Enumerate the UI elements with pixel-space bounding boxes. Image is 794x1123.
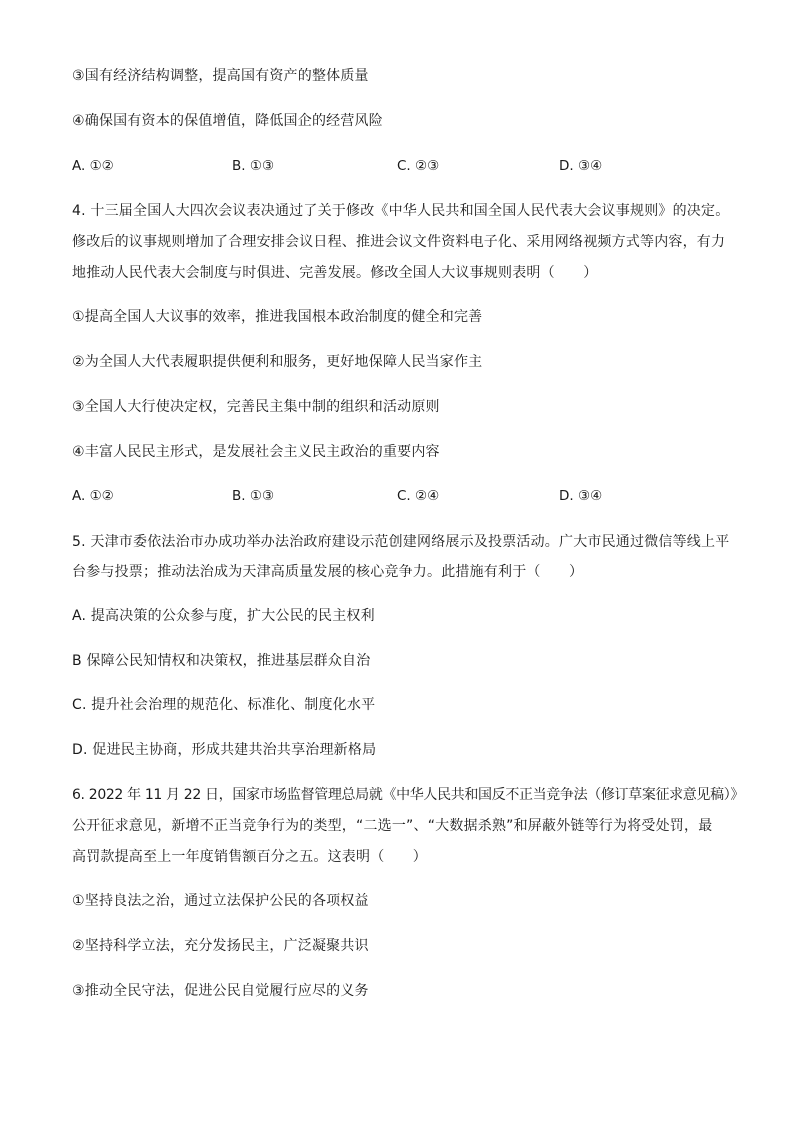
q3-option-b[interactable]: B. ①③ bbox=[232, 158, 275, 174]
q5-choice-b[interactable]: B 保障公民知情权和决策权，推进基层群众自治 bbox=[72, 653, 371, 669]
q5-choice-d[interactable]: D. 促进民主协商，形成共建共治共享治理新格局 bbox=[72, 742, 377, 758]
q4-option-c[interactable]: C. ②④ bbox=[397, 488, 440, 504]
q4-option-a[interactable]: A. ①② bbox=[72, 488, 114, 504]
q5-choice-c[interactable]: C. 提升社会治理的规范化、标准化、制度化水平 bbox=[72, 697, 376, 713]
q4-stem-line-2: 修改后的议事规则增加了合理安排会议日程、推进会议文件资料电子化、采用网络视频方式等内容，有力 bbox=[72, 234, 726, 250]
q3-option-a[interactable]: A. ①② bbox=[72, 158, 114, 174]
q3-item-4: ④确保国有资本的保值增值，降低国企的经营风险 bbox=[72, 113, 383, 129]
q4-stem-line-3: 地推动人民代表大会制度与时俱进、完善发展。修改全国人大议事规则表明（ ） bbox=[72, 265, 598, 281]
q6-item-1: ①坚持良法之治，通过立法保护公民的各项权益 bbox=[72, 893, 369, 909]
q6-stem-line-1: 6. 2022 年 11 月 22 日，国家市场监督管理总局就《中华人民共和国反不正当竞争法（修订草案征求意见稿）》 bbox=[72, 787, 745, 803]
q4-item-3: ③全国人大行使决定权，完善民主集中制的组织和活动原则 bbox=[72, 399, 440, 415]
q4-item-4: ④丰富人民民主形式，是发展社会主义民主政治的重要内容 bbox=[72, 444, 440, 460]
q4-stem-line-1: 4. 十三届全国人大四次会议表决通过了关于修改《中华人民共和国全国人民代表大会议事规则》的决定。 bbox=[72, 203, 730, 219]
q4-item-2: ②为全国人大代表履职提供便利和服务，更好地保障人民当家作主 bbox=[72, 354, 483, 370]
q4-option-b[interactable]: B. ①③ bbox=[232, 488, 275, 504]
q3-item-3: ③国有经济结构调整，提高国有资产的整体质量 bbox=[72, 68, 369, 84]
q6-stem-line-3: 高罚款提高至上一年度销售额百分之五。这表明（ ） bbox=[72, 849, 427, 865]
q6-item-3: ③推动全民守法，促进公民自觉履行应尽的义务 bbox=[72, 983, 369, 999]
q4-option-d[interactable]: D. ③④ bbox=[559, 488, 603, 504]
q3-option-c[interactable]: C. ②③ bbox=[397, 158, 440, 174]
q5-stem-line-1: 5. 天津市委依法治市办成功举办法治政府建设示范创建网络展示及投票活动。广大市民通过微信等线上平 bbox=[72, 534, 730, 550]
q4-item-1: ①提高全国人大议事的效率，推进我国根本政治制度的健全和完善 bbox=[72, 309, 483, 325]
q6-item-2: ②坚持科学立法，充分发扬民主，广泛凝聚共识 bbox=[72, 938, 369, 954]
q3-option-d[interactable]: D. ③④ bbox=[559, 158, 603, 174]
q5-choice-a[interactable]: A. 提高决策的公众参与度，扩大公民的民主权利 bbox=[72, 608, 375, 624]
q6-stem-line-2: 公开征求意见，新增不正当竞争行为的类型，“二选一”、“大数据杀熟”和屏蔽外链等行为将受处罚，最 bbox=[72, 818, 713, 834]
q5-stem-line-2: 台参与投票；推动法治成为天津高质量发展的核心竞争力。此措施有利于（ ） bbox=[72, 564, 584, 580]
